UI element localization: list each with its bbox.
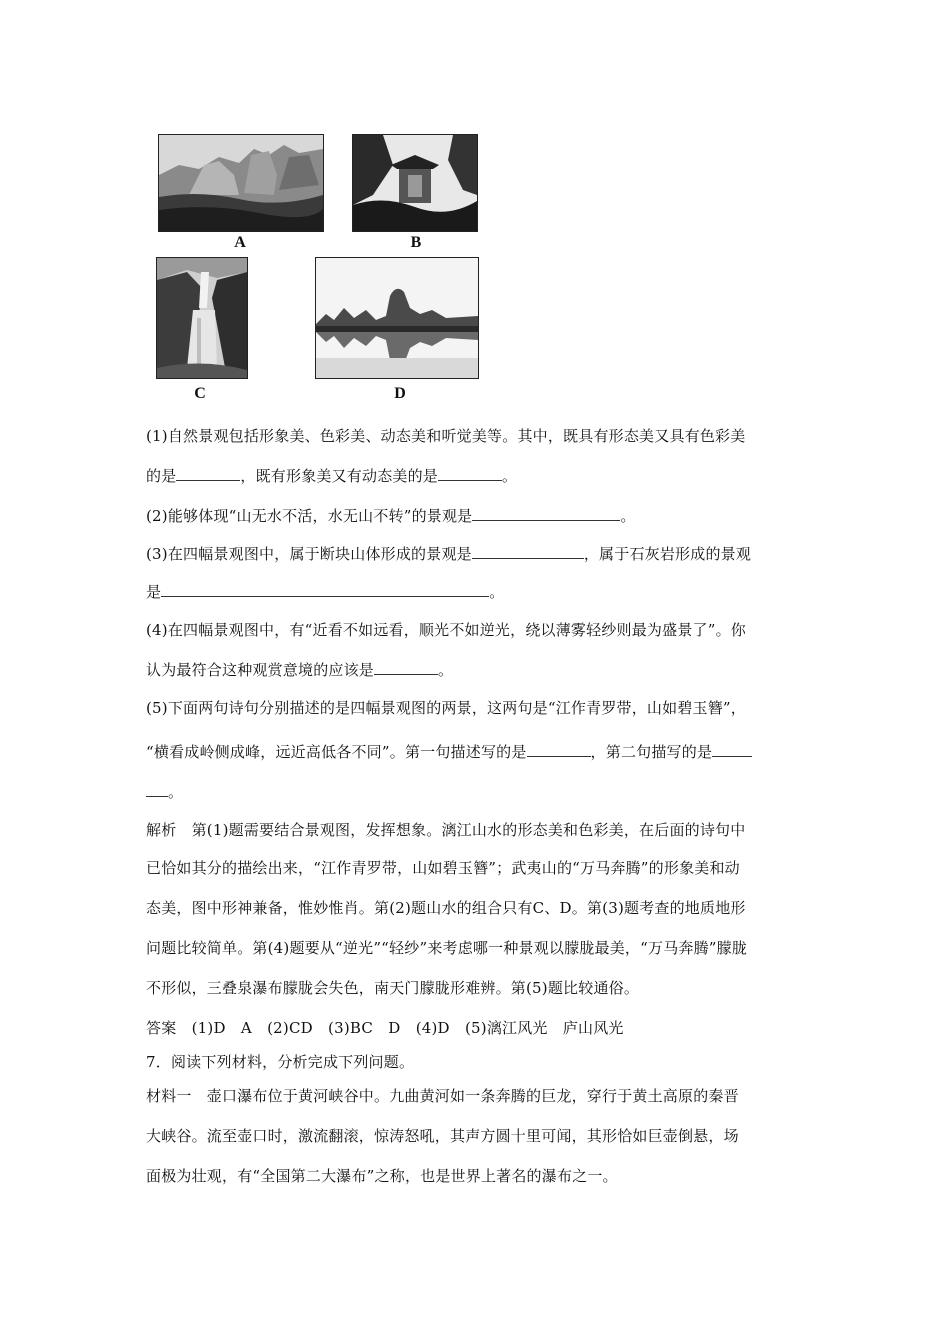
figure-c-caption: C <box>194 385 206 402</box>
q7-material-1-line-2: 大峡谷。流至壶口时，激流翻滚，惊涛怒吼，其声方圆十里可闻，其形恰如巨壶倒悬，场 <box>146 1127 739 1145</box>
q4-text-a: 认为最符合这种观赏意境的应该是 <box>146 661 375 679</box>
q3-text-c: 是 <box>146 583 162 601</box>
q3-text-d: 。 <box>489 583 505 601</box>
q2-blank[interactable] <box>472 506 620 521</box>
q3-blank-2[interactable] <box>161 582 489 597</box>
figure-c-waterfall-photo <box>156 257 248 379</box>
analysis-line-1: 解析 第(1)题需要结合景观图，发挥想象。漓江山水的形态美和色彩美，在后面的诗句中 <box>146 821 746 839</box>
figure-a-caption: A <box>234 234 246 251</box>
q4-blank[interactable] <box>374 660 438 675</box>
q3-text-a: (3)在四幅景观图中，属于断块山体形成的景观是 <box>146 545 472 563</box>
q3-line-2 <box>146 582 810 602</box>
q5-blank-2b[interactable] <box>146 782 168 797</box>
q5-line-2 <box>146 742 810 762</box>
q1-blank-1[interactable] <box>176 466 240 481</box>
q4-line-1: (4)在四幅景观图中，有“近看不如远看，顺光不如逆光，绕以薄雾轻纱则最为盛景了”。你 <box>146 621 746 639</box>
q5-blank-1[interactable] <box>527 742 591 757</box>
figure-b-caption: B <box>410 234 422 251</box>
q7-material-1-line-3: 面极为壮观，有“全国第二大瀑布”之称，也是世界上著名的瀑布之一。 <box>146 1167 618 1185</box>
analysis-line-2: 已恰如其分的描绘出来，“江作青罗带，山如碧玉簪”；武夷山的“万马奔腾”的形象美和动 <box>146 859 740 877</box>
analysis-line-5: 不形似，三叠泉瀑布朦胧会失色，南天门朦胧形难辨。第(5)题比较通俗。 <box>146 979 640 997</box>
q1-text-c: 。 <box>502 467 518 485</box>
q1-blank-2[interactable] <box>438 466 502 481</box>
figure-a-mountain-photo <box>158 134 324 232</box>
q5-line-3 <box>146 782 810 802</box>
analysis-line-4: 问题比较简单。第(4)题要从“逆光”“轻纱”来考虑哪一种景观以朦胧最美，“万马奔腾”朦胧 <box>146 939 748 957</box>
q5-text-b: ，第二句描写的是 <box>590 743 713 761</box>
q2-text-a: (2)能够体现“山无水不活，水无山不转”的景观是 <box>146 507 473 525</box>
figure-d-river-photo <box>315 257 479 379</box>
q2-line <box>146 506 810 526</box>
q7-title: 7．阅读下列材料，分析完成下列问题。 <box>146 1053 415 1071</box>
q3-line-1 <box>146 544 810 564</box>
q2-text-b: 。 <box>620 507 636 525</box>
q1-line-1: (1)自然景观包括形象美、色彩美、动态美和听觉美等。其中，既具有形态美又具有色彩美 <box>146 427 746 445</box>
figure-b-gate-photo <box>352 134 478 232</box>
q3-blank-1[interactable] <box>472 544 584 559</box>
q7-material-1-line-1: 材料一 壶口瀑布位于黄河峡谷中。九曲黄河如一条奔腾的巨龙，穿行于黄土高原的秦晋 <box>146 1087 739 1105</box>
q5-text-a: “横看成岭侧成峰，远近高低各不同”。第一句描述写的是 <box>146 743 527 761</box>
q4-line-2 <box>146 660 810 680</box>
analysis-line-3: 态美，图中形神兼备，惟妙惟肖。第(2)题山水的组合只有C、D。第(3)题考查的地质地形 <box>146 899 746 917</box>
q5-blank-2a[interactable] <box>712 742 752 757</box>
q5-text-c: 。 <box>168 783 184 801</box>
q1-text-a: 的是 <box>146 467 177 485</box>
q4-text-b: 。 <box>438 661 454 679</box>
answer-line: 答案 (1)D A (2)CD (3)BC D (4)D (5)漓江风光 庐山风光 <box>146 1019 624 1037</box>
q5-line-1: (5)下面两句诗句分别描述的是四幅景观图的两景，这两句是“江作青罗带，山如碧玉簪”， <box>146 699 746 717</box>
figure-d-caption: D <box>394 385 406 402</box>
q1-line-2 <box>146 466 810 486</box>
q1-text-b: ，既有形象美又有动态美的是 <box>240 467 439 485</box>
q3-text-b: ，属于石灰岩形成的景观 <box>583 545 752 563</box>
